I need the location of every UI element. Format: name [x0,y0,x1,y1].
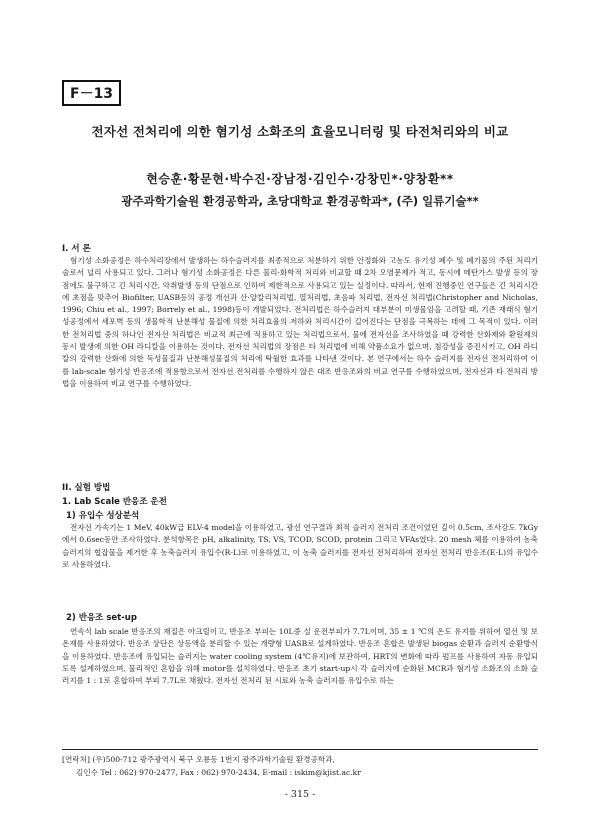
contact-footnote [62,753,538,779]
author-list: 현승훈·황문현·박수진·장남정·김인수·강창민*·양창환** [146,172,454,186]
reactor-setup-paragraph-text: 연속식 lab scale 반응조의 재질은 아크릴이고, 반응조 부피는 10L중 실 운전부피가 7.7L이며, 35 ± 1 ℃의 온도 유지를 위하여 열선 및 보온재를 사용하였다. 반응조 상단은 상등액을 분리할 수 있는 개량형 UASB로 설계하였다. 반응조 혼합은 발생된 biogas 순환과 슬러지 순환방식을 이용하였다. 반응조에 유입되는 슬러지는 water cooling system (4℃유지)에 보관하여, HRT의 변화에 따라 펌프를 사용하여 자동 유입되도록 설계하였으며, 물리적인 혼합을 위해 motor를 설치하였다. 반응조 초기 start-up시 각 슬러지에 순화된 MCR과 혐기성 소화조의 소화 슬러지를 1 : 1로 혼합하여 부피 7.7L로 채웠다. 전자선 전처리 된 시료와 농축 슬러지를 유입수로 하는 [62,627,538,686]
abstract-code-label: F－13 [62,80,121,106]
subsection-heading-lab-scale: 1. Lab Scale 반응조 운전 [62,497,167,507]
intro-paragraph [62,255,538,390]
subsection-heading-reactor-setup: 2) 반응조 set-up [66,613,137,623]
reactor-setup-paragraph [62,626,538,687]
footnote-contact: 김인수 Tel : 062) 970-2477, Fax : 062) 970-2434, E-mail : iskim@kjist.ac.kr [76,768,361,777]
intro-paragraph-text: 혐기성 소화공정은 하수처리장에서 발생하는 하수슬러지를 최종적으로 처분하기 위한 안정화와 고농도 유기성 폐수 및 폐기물의 주된 처리기술로서 널리 사용되고 있다. 그러나 혐기성 소화공정은 다른 물리·화학적 처리와 비교할 때 2차 오염문제가 적고, 동시에 메탄가스 발생 등의 장점에도 불구하고 긴 처리시간, 악취발생 등의 단점으로 인하여 제한적으로 사용되고 있는 실정이다. 따라서, 현재 진행중인 연구들은 긴 처리시간에 초점을 맞추어 Biofilter, UASB등의 공정 개선과 산·알칼리처리법, 열처리법, 초음파 처리법, 전자선 처리법(Christopher and Nicholas, 1996; Chiu et al., 1997; Borrely et al., 1998)등이 개발되었다. 전처리법은 하수슬러지 대부분이 미생물임을 고려할 때, 기존 재래식 혐기성공정에서 세포벽 등의 생물학적 난분해성 물질에 의한 처리효율의 저하와 처리시간이 길어진다는 단점을 극복하는 데에 그 목적이 있다. 이러한 전처리법 중의 하나인 전자선 처리법은 비교적 최근에 적용하고 있는 처리법으로서, 물에 전자선을 조사하였을 때 강력한 산화제와 환원제의 동시 발생에 의한 OH 라디칼을 이용하는 것이다. 전자선 처리법의 장점은 타 처리법에 비해 약품소요가 없으며, 침강성을 증진시키고, OH 라디칼의 강력한 산화에 의한 독성물질과 난분해성물질의 처리에 탁월한 효과를 나타낸 것이다. 본 연구에서는 하수 슬러지를 전자선 전처리하여 이를 lab-scale 혐기성 반응조에 적용함으로서 전자선 전처리를 수행하지 않은 대조 반응조와의 비교 연구를 수행하였으며, 전자선과 타 전처리 방법을 이용하여 비교 연구를 수행하였다. [62,256,538,388]
footnote-divider [62,749,538,750]
page-number: - 315 - [284,789,316,800]
section-heading-intro: I. 서 론 [62,244,91,254]
affiliation-line: 광주과학기술원 환경공학과, 초당대학교 환경공학과*, (주) 일류기술** [121,194,479,208]
influent-paragraph-text: 전자선 가속기는 1 MeV, 40kW급 ELV-4 model을 이용하였고, 광선 연구결과 최적 슬러지 전처리 조건이었던 깊이 0.5cm, 조사강도 7kGy에서 0.6sec동안 조사하였다. 분석항목은 pH, alkalinity, TS, VS, TCOD, SCOD, protein 그리고 VFAs였다. 20 mesh 체를 이용하여 농축슬러지의 협잡물을 제거한 후 농축슬러지 유입수(R-L)로 이용하였고, 이 농축 슬러지를 전자선 전처리하여 전자선 전처리 반응조(E-L)의 유입수로 사용하였다. [62,523,538,569]
subsection-heading-influent: 1) 유입수 성상분석 [66,511,140,521]
paper-title: 전자선 전처리에 의한 혐기성 소화조의 효율모니터링 및 타전처리와의 비교 [91,124,509,139]
section-heading-methods: II. 실험 방법 [62,483,111,493]
influent-paragraph [62,522,538,571]
footnote-address: [연락처] (우)500-712 광주광역시 북구 오룡동 1번지 광주과학기술원 환경공학과, [62,755,335,764]
